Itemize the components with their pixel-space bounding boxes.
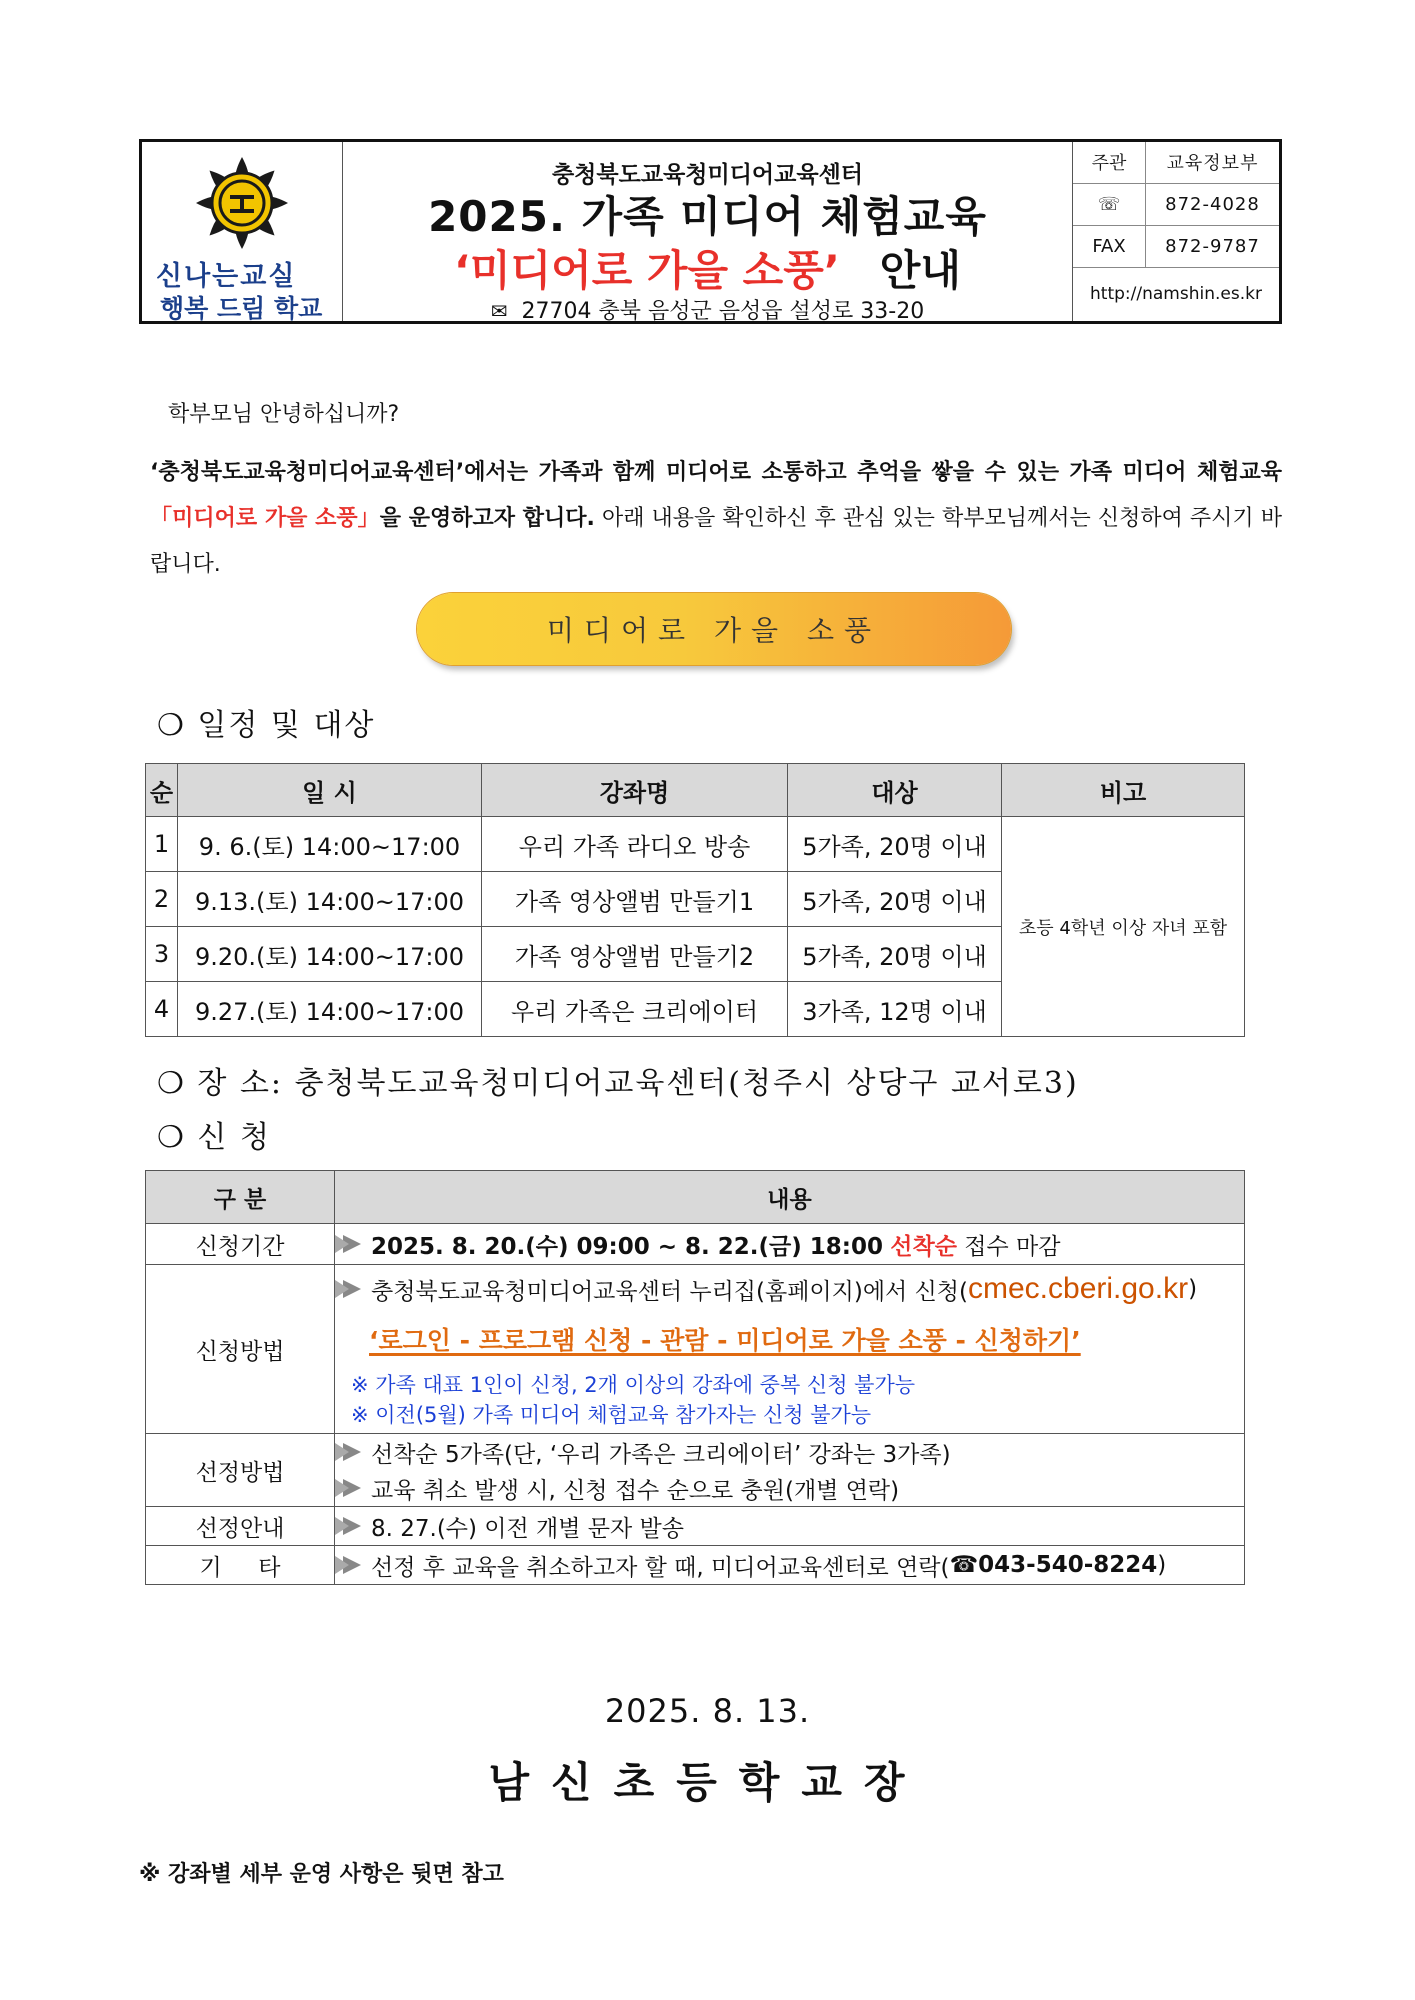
fax-key: FAX — [1073, 226, 1146, 267]
method-line: 충청북도교육청미디어교육센터 누리집(홈페이지)에서 신청( — [371, 1278, 968, 1305]
method-content — [335, 1265, 1245, 1434]
document-subtitle — [343, 238, 1072, 298]
apply-etc-row — [146, 1546, 1245, 1585]
row-no: 2 — [146, 872, 178, 927]
dept-row — [1073, 142, 1279, 184]
row-no: 4 — [146, 982, 178, 1037]
intro-paragraph — [150, 450, 1282, 588]
etc-content — [335, 1546, 1245, 1585]
select-line-1: 선착순 5가족(단, ‘우리 가족은 크리에이터’ 강좌는 3가족) — [371, 1441, 951, 1468]
select-content — [335, 1434, 1245, 1507]
school-emblem-icon — [193, 154, 291, 252]
method-url-link[interactable]: cmec.cberi.go.kr — [968, 1272, 1189, 1305]
arrow-icon — [343, 1517, 361, 1535]
row-target: 5가족, 20명 이내 — [788, 872, 1002, 927]
period-text: 2025. 8. 20.(수) 09:00 ~ 8. 22.(금) 18:00 — [371, 1233, 883, 1260]
event-banner: 미디어로 가을 소풍 — [417, 593, 1011, 665]
period-end: 접수 마감 — [964, 1233, 1061, 1260]
row-date: 9.13.(토) 14:00~17:00 — [178, 872, 482, 927]
url-row — [1073, 268, 1279, 321]
table-row — [146, 817, 1245, 872]
row-target: 5가족, 20명 이내 — [788, 817, 1002, 872]
notice-text: 8. 27.(수) 이전 개별 문자 발송 — [371, 1515, 684, 1542]
arrow-icon — [343, 1479, 361, 1497]
col-header-no: 순 — [146, 764, 178, 817]
school-url[interactable]: http://namshin.es.kr — [1090, 284, 1262, 305]
apply-header-row — [146, 1171, 1245, 1224]
schedule-header-row — [146, 764, 1245, 817]
fax-value: 872-9787 — [1165, 235, 1260, 257]
method-close: ) — [1188, 1276, 1198, 1302]
dept-key: 주관 — [1073, 142, 1146, 183]
etc-text: 선정 후 교육을 취소하고자 할 때, 미디어교육센터로 연락( — [371, 1554, 950, 1581]
etc-label: 기 타 — [146, 1546, 335, 1585]
phone-icon: ☏ — [1073, 184, 1146, 225]
title-cell — [343, 142, 1072, 324]
phone-row — [1073, 184, 1279, 226]
notice-content — [335, 1507, 1245, 1546]
apply-select-row — [146, 1434, 1245, 1507]
arrow-icon — [343, 1556, 361, 1574]
application-table — [145, 1170, 1245, 1585]
select-line-2: 교육 취소 발생 시, 신청 접수 순으로 충원(개별 연락) — [371, 1477, 900, 1504]
apply-notice-row — [146, 1507, 1245, 1546]
col-header-category: 구 분 — [146, 1171, 335, 1224]
address-text: 27704 충북 음성군 음성읍 설성로 33-20 — [521, 299, 925, 324]
intro-bold: ‘충청북도교육청미디어교육센터’에서는 가족과 함께 미디어로 소통하고 추억을 쌓을 수 있는 가족 미디어 체험교육 — [150, 460, 1282, 485]
phone-value: 872-4028 — [1165, 193, 1260, 215]
etc-close: ) — [1157, 1552, 1167, 1578]
period-label: 신청기간 — [146, 1224, 335, 1265]
organization-name: 충청북도교육청미디어교육센터 — [551, 162, 864, 188]
method-note-2: ※ 이전(5월) 가족 미디어 체험교육 참가자는 신청 불가능 — [351, 1403, 872, 1427]
row-course: 우리 가족 라디오 방송 — [482, 817, 788, 872]
intro-event-name: 「미디어로 가을 소풍」 — [150, 506, 380, 531]
col-header-note: 비고 — [1002, 764, 1245, 817]
row-no: 3 — [146, 927, 178, 982]
row-target: 5가족, 20명 이내 — [788, 927, 1002, 982]
subtitle-suffix: 안내 — [879, 246, 961, 295]
mail-icon: ✉ — [490, 299, 508, 323]
period-content — [335, 1224, 1245, 1265]
method-note-1: ※ 가족 대표 1인이 신청, 2개 이상의 강좌에 중복 신청 불가능 — [351, 1373, 916, 1397]
select-label: 선정방법 — [146, 1434, 335, 1507]
apply-period-row — [146, 1224, 1245, 1265]
document-title: 2025. 가족 미디어 체험교육 — [428, 192, 987, 241]
intro-bold-2: 을 운영하고자 합니다. — [379, 506, 595, 531]
slogan-line2: 행복 드림 학교 — [160, 294, 323, 323]
arrow-icon — [343, 1443, 361, 1461]
row-target: 3가족, 12명 이내 — [788, 982, 1002, 1037]
greeting: 학부모님 안녕하십니까? — [168, 402, 400, 427]
subtitle-event-name: ‘미디어로 가을 소풍’ — [454, 246, 840, 295]
arrow-icon — [343, 1235, 361, 1253]
method-label: 신청방법 — [146, 1265, 335, 1434]
col-header-target: 대상 — [788, 764, 1002, 817]
row-date: 9. 6.(토) 14:00~17:00 — [178, 817, 482, 872]
schedule-table — [145, 763, 1245, 1037]
intro-rest: 아래 내용을 확인하신 후 관심 있는 학부모님께서는 신청하여 주시기 바랍니다. — [150, 506, 1282, 577]
notice-label: 선정안내 — [146, 1507, 335, 1546]
etc-phone: ☎043-540-8224 — [949, 1552, 1158, 1578]
row-course: 우리 가족은 크리에이터 — [482, 982, 788, 1037]
row-course: 가족 영상앨범 만들기2 — [482, 927, 788, 982]
school-logo-cell — [142, 142, 343, 321]
slogan-line1: 신나는교실 — [156, 261, 297, 292]
footnote: ※ 강좌별 세부 운영 사항은 뒷면 참고 — [139, 1862, 504, 1887]
row-no: 1 — [146, 817, 178, 872]
apply-method-row — [146, 1265, 1245, 1434]
row-course: 가족 영상앨범 만들기1 — [482, 872, 788, 927]
section-apply: ❍ 신 청 — [157, 1120, 271, 1155]
section-place: ❍ 장 소: 충청북도교육청미디어교육센터(청주시 상당구 교서로3) — [157, 1066, 1079, 1101]
period-first-come: 선착순 — [890, 1233, 957, 1260]
document-date: 2025. 8. 13. — [604, 1692, 811, 1730]
col-header-content: 내용 — [335, 1171, 1245, 1224]
col-header-course: 강좌명 — [482, 764, 788, 817]
fax-row — [1073, 226, 1279, 268]
row-date: 9.27.(토) 14:00~17:00 — [178, 982, 482, 1037]
section-schedule: ❍ 일정 및 대상 — [157, 708, 376, 743]
header-box — [139, 139, 1282, 324]
row-note: 초등 4학년 이상 자녀 포함 — [1002, 817, 1245, 1037]
signer-title: 남신초등학교장 — [488, 1758, 927, 1807]
dept-value: 교육정보부 — [1166, 153, 1259, 175]
contact-info-cell — [1072, 142, 1279, 321]
school-address — [343, 294, 1072, 325]
arrow-icon — [343, 1280, 361, 1298]
row-date: 9.20.(토) 14:00~17:00 — [178, 927, 482, 982]
method-steps: ‘로그인 - 프로그램 신청 - 관람 - 미디어로 가을 소풍 - 신청하기’ — [369, 1326, 1081, 1355]
col-header-date: 일 시 — [178, 764, 482, 817]
